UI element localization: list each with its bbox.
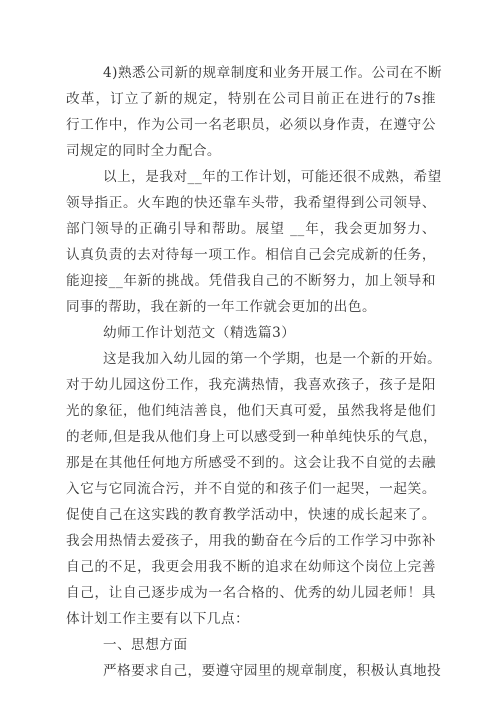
text-line: 那是在其他任何地方所感受不到的。这会让我不自觉的去融	[66, 455, 436, 471]
text-line: 自己，让自己逐步成为一名合格的、优秀的幼儿园老师！具	[66, 585, 436, 601]
text-line: 严格要求自己，要遵守园里的规章制度，积极认真地投	[103, 663, 442, 679]
text-line: 我会用热情去爱孩子，用我的勤奋在今后的工作学习中弥补	[66, 533, 436, 549]
text-line: 领导指正。火车跑的快还靠车头带，我希望得到公司领导、	[66, 195, 436, 211]
text-line: 这是我加入幼儿园的第一个学期，也是一个新的开始。	[103, 351, 442, 367]
text-line: 同事的帮助，我在新的一年工作就会更加的出色。	[66, 299, 377, 315]
text-line: 入它与它同流合污，并不自觉的和孩子们一起哭，一起笑。	[66, 481, 436, 497]
text-line: 部门领导的正确引导和帮助。展望 __年，我会更加努力、	[66, 221, 436, 237]
text-line: 的老师,但是我从他们身上可以感受到一种单纯快乐的气息，	[66, 429, 438, 445]
text-line: 4)熟悉公司新的规章制度和业务开展工作。公司在不断	[103, 65, 443, 81]
section-title: 幼师工作计划范文（精选篇3）	[103, 325, 296, 341]
text-line: 自己的不足，我更会用我不断的追求在幼师这个岗位上完善	[66, 559, 436, 575]
text-line: 认真负责的去对待每一项工作。相信自己会完成新的任务，	[66, 247, 436, 263]
text-line: 光的象征，他们纯洁善良，他们天真可爱，虽然我将是他们	[66, 403, 436, 419]
text-line: 改革，订立了新的规定，特别在公司目前正在进行的7s推	[66, 91, 436, 107]
text-line: 促使自己在这实践的教育教学活动中，快速的成长起来了。	[66, 507, 436, 523]
text-line: 以上，是我对__年的工作计划，可能还很不成熟，希望	[103, 169, 442, 185]
text-line: 行工作中，作为公司一名老职员，必须以身作责，在遵守公	[66, 117, 436, 133]
text-line: 能迎接__年新的挑战。凭借我自己的不断努力，加上领导和	[66, 273, 436, 289]
text-line: 体计划工作主要有以下几点：	[66, 611, 250, 627]
text-line: 对于幼儿园这份工作，我充满热情，我喜欢孩子，孩子是阳	[66, 377, 436, 393]
text-line: 司规定的同时全力配合。	[66, 143, 222, 159]
subheading: 一、思想方面	[103, 637, 188, 653]
